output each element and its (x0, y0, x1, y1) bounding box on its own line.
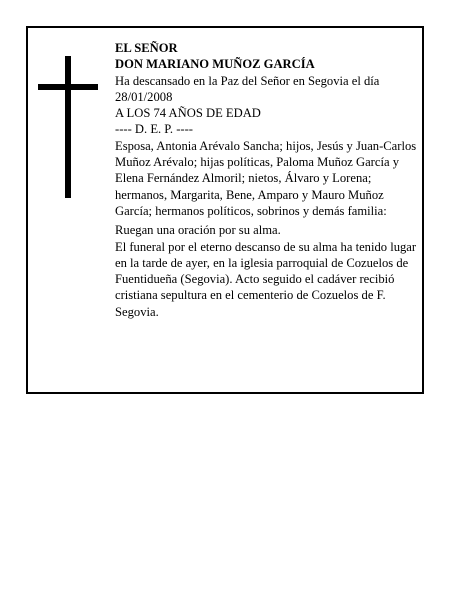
family-list: Esposa, Antonia Arévalo Sancha; hijos, Jesús y Juan-Carlos Muñoz Arévalo; hijas políticas, Paloma Muñoz García y Elena Fernández Almoril; nietos, Álvaro y Lorena; hermanos, Margarita, Bene, Amparo y Mauro Muñoz García; hermanos políticos, sobrinos y demás familia: (115, 138, 417, 218)
cross-horizontal-bar (38, 84, 98, 90)
title-line-1: EL SEÑOR (115, 41, 178, 55)
age-line: A LOS 74 AÑOS DE EDAD (115, 106, 261, 121)
rest-statement: Ha descansado en la Paz del Señor en Segovia el día 28/01/2008 (115, 73, 380, 104)
funeral-details: El funeral por el eterno descanso de su alma ha tenido lugar en la tarde de ayer, en la iglesia parroquial de Cozuelos de Fuentidueña (Segovia). Acto seguido el cadáver recibió cristiana sepultura en el cementerio de Cozuelos de F. Segovia. (115, 239, 417, 319)
prayer-request: Ruegan una oración por su alma. (115, 223, 281, 238)
cross-vertical-bar (65, 56, 71, 198)
obituary-notice (26, 26, 424, 394)
cross-icon (38, 56, 98, 198)
deceased-name: DON MARIANO MUÑOZ GARCÍA (115, 57, 315, 72)
dep-line: ---- D. E. P. ---- (115, 122, 193, 137)
notice-text (115, 40, 417, 320)
